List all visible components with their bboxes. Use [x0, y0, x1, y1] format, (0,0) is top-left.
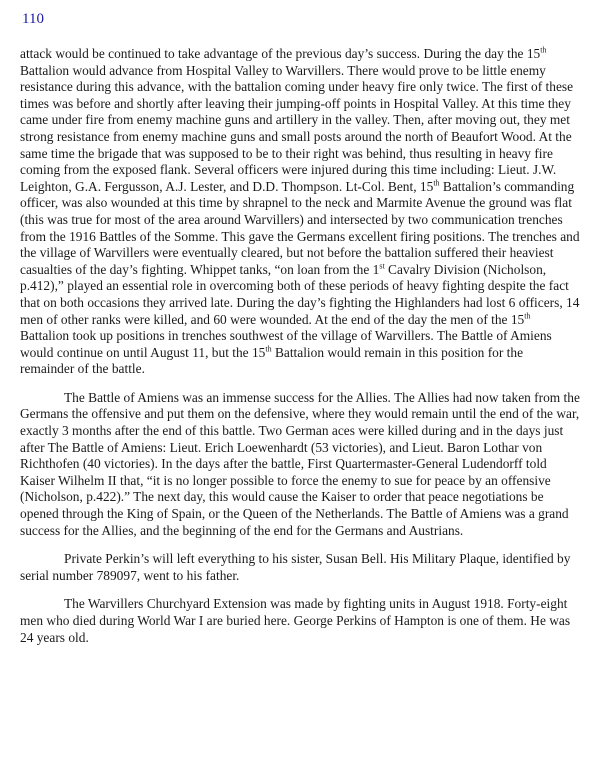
paragraph	[20, 46, 580, 378]
text-run: Battalion would remain in this position for the remainder of the battle.	[20, 344, 524, 377]
text-run: The Warvillers Churchyard Extension was made by fighting units in August 1918. Forty-eight men who died during World War I are buried here. George Perkins of Hampton is one of them. He was 24 years old.	[20, 596, 571, 645]
text-run: Battalion would advance from Hospital Valley to Warvillers. There would prove to be little enemy resistance during this advance, with the battalion coming under heavy fire only twice. The first of these times was before and shortly after leaving their jumping-off points in Hospital Valley. At this time they came under fire from enemy machine guns and artillery in the valley. Then, after moving out, they met strong resistance from enemy machine guns and small posts around the north of Beaufort Wood. At the same time the brigade that was supposed to be to their right was behind, thus resulting in heavy fire coming from the exposed flank. Several officers were injured during this time including: Lieut. J.W. Leighton, G.A. Fergusson, A.J. Lester, and D.D. Thompson. Lt-Col. Bent, 15	[20, 62, 574, 194]
page-number: 110	[22, 11, 44, 27]
ordinal-superscript: th	[524, 311, 531, 321]
text-run: The Battle of Amiens was an immense success for the Allies. The Allies had now taken from the Germans the offensive and put them on the defensive, where they would remain until the end of the war, exactly 3 months after the end of this battle. Two German aces were killed during and in the days just after The Battle of Amiens: Lieut. Erich Loewenhardt (53 victories), and Lieut. Baron Lothar von Richthofen (40 victories). In the days after the battle, First Quartermaster-General Ludendorff told Kaiser Wilhelm II that, “it is no longer possible to force the enemy to sue for peace by an offensive (Nicholson, p.422).” The next day, this would cause the Kaiser to order that peace negotiations be opened through the King of Spain, or the Queen of the Netherlands. The Battle of Amiens was a grand success for the Allies, and the beginning of the end for the Germans and Austrians.	[20, 389, 580, 538]
text-run: Cavalry Division (Nicholson, p.412),” played an essential role in overcoming both of these periods of heavy fighting despite the fact that on both occasions they arrived late. During the day’s fighting the Highlanders had lost 6 officers, 14 men of other ranks were killed, and 60 were wounded. At the end of the day the men of the 15	[20, 261, 580, 327]
text-run: attack would be continued to take advantage of the previous day’s success. During the day the 15	[20, 46, 541, 61]
body-text	[20, 46, 580, 646]
ordinal-superscript: th	[265, 344, 272, 354]
paragraph	[20, 551, 580, 584]
paragraph	[20, 390, 580, 539]
text-run: Battalion took up positions in trenches southwest of the village of Warvillers. The Battle of Amiens would continue on until August 11, but the 15	[20, 328, 552, 360]
ordinal-superscript: th	[433, 178, 440, 188]
paragraph	[20, 596, 580, 646]
text-run: Battalion’s commanding officer, was also wounded at this time by shrapnel to the neck and Marmite Avenue the ground was flat (this was true for most of the area around Warvillers) and intersected by two communication trenches from the 1916 Battles of the Somme. This gave the Germans excellent firing positions. The trenches and the village of Warvillers were eventually cleared, but not before the battalion suffered their heaviest casualties of the day’s fighting. Whippet tanks, “on loan from the 1	[20, 178, 580, 277]
ordinal-superscript: st	[379, 261, 385, 271]
ordinal-superscript: th	[540, 45, 547, 55]
text-run: Private Perkin’s will left everything to his sister, Susan Bell. His Military Plaque, identified by serial number 789097, went to his father.	[20, 551, 571, 583]
